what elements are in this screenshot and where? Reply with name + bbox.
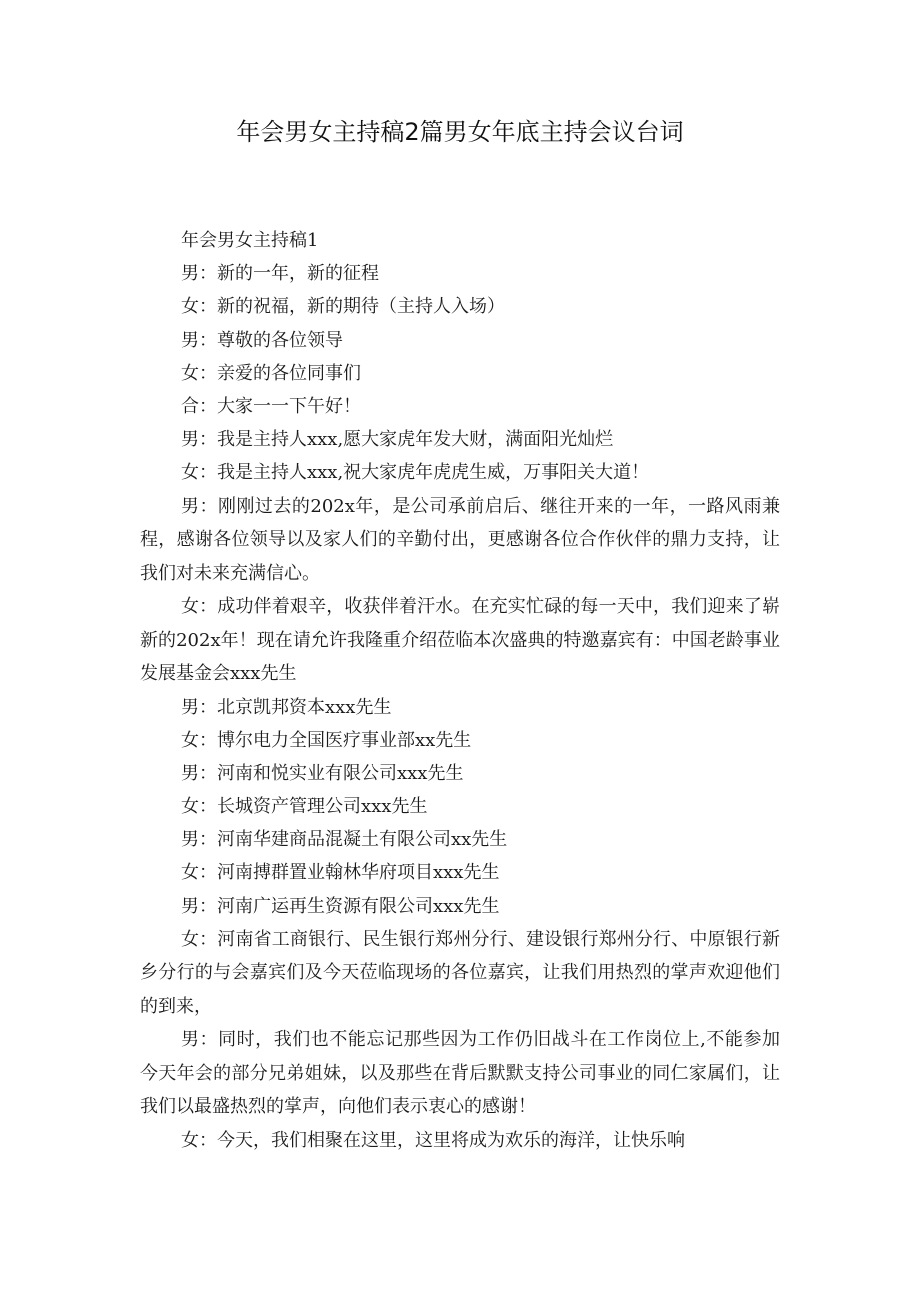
dialogue-paragraph: 女：今天，我们相聚在这里，这里将成为欢乐的海洋，让快乐响 [181,1129,685,1151]
dialogue-line: 男：河南广运再生资源有限公司xxx先生 [181,895,500,917]
section-heading: 年会男女主持稿1 [181,230,319,251]
dialogue-line: 男：北京凯邦资本xxx先生 [181,696,392,718]
dialogue-paragraph: 女：河南省工商银行、民生银行郑州分行、建设银行郑州分行、中原银行新乡分行的与会嘉宾们及今天莅临现场的各位嘉宾，让我们用热烈的掌声欢迎他们的到来， [140,928,780,1017]
dialogue-paragraph: 男：刚刚过去的202x年，是公司承前启后、继往开来的一年，一路风雨兼程，感谢各位领导以及家人们的辛勤付出，更感谢各位合作伙伴的鼎力支持，让我们对未来充满信心。 [140,495,780,584]
dialogue-line: 女：博尔电力全国医疗事业部xx先生 [181,729,472,751]
document-title: 年会男女主持稿2篇男女年底主持会议台词 [236,118,684,146]
dialogue-line: 女：我是主持人xxx,祝大家虎年虎虎生威，万事阳关大道！ [181,462,650,484]
document-body [140,224,780,1157]
dialogue-paragraph: 女：成功伴着艰辛，收获伴着汗水。在充实忙碌的每一天中，我们迎来了崭新的202x年！现在请允许我隆重介绍莅临本次盛典的特邀嘉宾有：中国老龄事业发展基金会xxx先生 [140,596,780,684]
dialogue-line: 男：河南和悦实业有限公司xxx先生 [181,762,464,784]
dialogue-line: 男：尊敬的各位领导 [181,329,343,351]
dialogue-line: 男：我是主持人xxx,愿大家虎年发大财，满面阳光灿烂 [181,429,614,451]
dialogue-line: 合：大家一一下午好！ [181,395,361,417]
dialogue-line: 女：河南搏群置业翰林华府项目xxx先生 [181,862,500,884]
dialogue-line: 男：河南华建商品混凝土有限公司xx先生 [181,829,508,851]
dialogue-line: 男：新的一年，新的征程 [181,263,379,285]
dialogue-paragraph: 男：同时，我们也不能忘记那些因为工作仍旧战斗在工作岗位上,不能参加今天年会的部分兄弟姐妹，以及那些在背后默默支持公司事业的同仁家属们，让我们以最盛热烈的掌声，向他们表示衷心的感谢！ [140,1029,780,1118]
dialogue-line: 女：新的祝福，新的期待（主持人入场） [181,296,505,318]
dialogue-line: 女：亲爱的各位同事们 [181,362,361,384]
dialogue-line: 女：长城资产管理公司xxx先生 [181,796,428,818]
